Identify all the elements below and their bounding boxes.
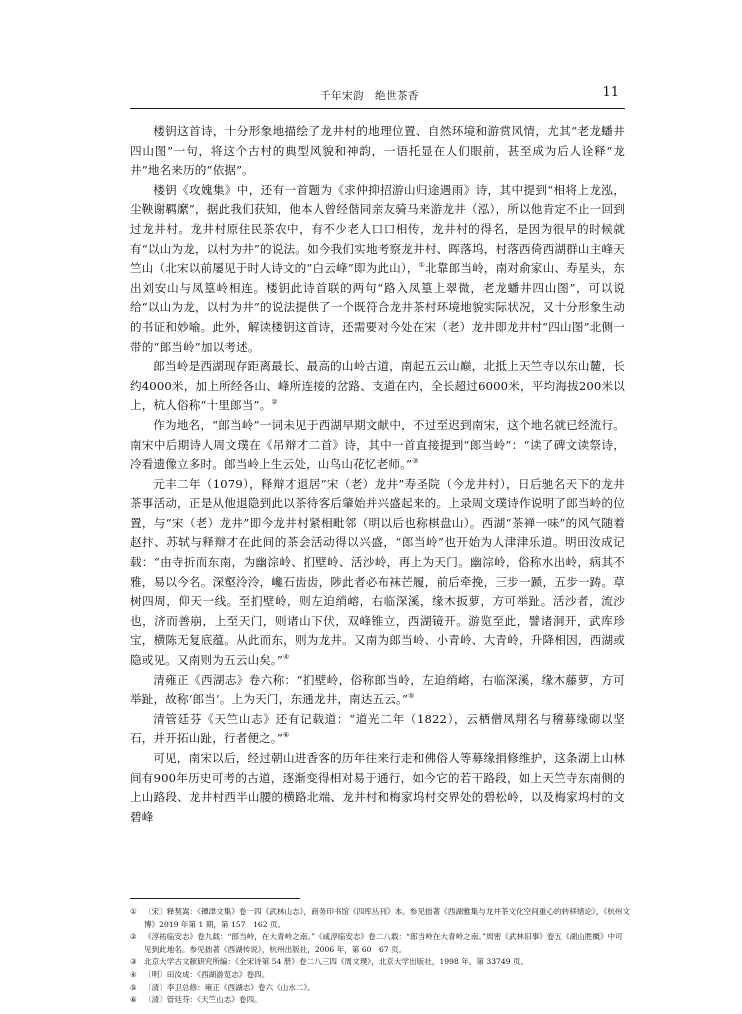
running-header — [130, 86, 625, 109]
paragraph: 清管廷芬《天竺山志》还有记载道：“道光二年（1822），云栖僧凤翔名与稽募缘砌以坚石，并开拓山趾，行者便之。”⑥ — [130, 711, 625, 746]
main-text — [130, 122, 625, 827]
footnote-ref[interactable]: ⑤ — [408, 692, 415, 701]
footnote-divider — [130, 898, 300, 899]
footnotes — [130, 906, 630, 1007]
footnote: ② 《淳祐临安志》卷九载：“郎当岭，在大青岭之南。”《咸淳临安志》卷二八载：“郎当岭在大青岭之南。”周密《武林旧事》卷五《湖山胜概》中可见到此地名。参见拙著《西湖传说》，杭州出版社，2006 年，第 60 67 页。 — [130, 932, 623, 954]
footnote-ref[interactable]: ③ — [412, 457, 419, 466]
paragraph: 楼钥这首诗，十分形象地描绘了龙井村的地理位置、自然环境和游赏风情，尤其“老龙蟠井四山图”一句，将这个古村的典型风貌和神韵，一语托显在人们眼前，甚至成为后人诠释“龙井”地名来历的“依据”。 — [130, 124, 625, 178]
footnote-ref[interactable]: ① — [418, 261, 426, 270]
footnote-ref[interactable]: ② — [271, 398, 278, 407]
paragraph: 清雍正《西湖志》卷六称：“扪壁岭，俗称郎当岭，左迫绡嵱，右临深溪，缘木藤萝，方可举趾，故称‘郎当’。上为天门，东通龙井，南达五云。”⑤ — [130, 672, 625, 707]
paragraph: 郎当岭是西湖现存距离最长、最高的山岭古道，南起五云山巅，北抵上天竺寺以东山麓，长约4000米，加上所经各山、峰所连接的岔路、支道在内，全长超过6000米，平均海拔200米以上，杭人俗称“十里郎当”。② — [130, 359, 625, 413]
footnote: ④ 〔明〕田汝成：《西湖游览志》卷四。 — [130, 969, 270, 979]
footnote-ref[interactable]: ⑥ — [282, 731, 290, 740]
running-header-title: 千年宋韵 绝世茶香 — [320, 90, 419, 102]
footnote: ① 〔宋〕释契嵩：《镡津文集》卷一四《武林山志》，商务印书馆《四库丛刊》本。参见拙著《西湖雅集与龙井茶文化空间重心的转移绪论》，《杭州文博》2019 年第 1 期，第 157 162 页。 — [130, 907, 630, 929]
footnote: ③ 北京大学古文献研究所编：《全宋诗第 54 册》卷二八三四《周文璞》，北京大学出版社，1998 年，第 33749 页。 — [130, 957, 529, 967]
footnote: ⑤ 〔清〕李卫总修：雍正《西湖志》卷六《山水二》。 — [130, 982, 315, 992]
page-number: 11 — [602, 85, 619, 100]
footnote: ⑥ 〔清〕管廷芬：《天竺山志》卷四。 — [130, 995, 262, 1005]
paragraph: 可见，南宋以后，经过朝山进香客的历年往来行走和佛俗人等募缘捐修维护，这条湖上山林间有900年历史可考的古道，逐渐变得相对易于通行，如今它的若干路段，如上天竺寺东南侧的上山路段、龙井村西半山腰的横路北端、龙井村和梅家坞村交界处的碧松岭，以及梅家坞村的文碧峰 — [130, 751, 625, 824]
paragraph: 作为地名，“郎当岭”一词未见于西湖早期文献中，不过至迟到南宋，这个地名就已经流行。南宋中后期诗人周文璞在《吊辩才二首》诗，其中一首直接提到“郎当岭”：“读了碑文读祭诗，冷看遗像立多时。郎当岭上生云处，山鸟山花忆老师。”③ — [130, 417, 625, 472]
paragraph: 元丰二年（1079），释辩才退居“宋（老）龙井”寿圣院（今龙井村），日后驰名天下的龙井茶事活动，正是从他退隐到此以茶待客后肇始并兴盛起来的。上录周文璞诗作说明了郎当岭的位置，与“宋（老）龙井”即今龙井村紧相毗邻（明以后也称棋盘山）。西湖“茶禅一味”的风气随着赵抃、苏轼与释辩才在此间的茶会活动得以兴盛，“郎当岭”也开始为人津津乐道。明田汝成记载：“由寺折而东南，为幽淙岭、扪壁岭、活沙岭，再上为天门。幽淙岭，俗称水出岭，病其不雅，易以今名。深壑泠泠，巉石齿齿，陟此者必布袜芒履，前后牵挽，三步一踬，五步一踌。草树四周，仰天一线。至扪壁岭，则左迫绡嵱，右临深溪，缘木扳萝，方可举趾。活沙者，流沙也，济而善崩，上至天门，则诸山下伏，双峰锥立，西湖镜开。游览至此，譬诸洞开，武库珍宝，横陈无复底蕴。从此而东，则为龙井。又南为郎当岭、小青岭、大青岭，升降相因，西湖或隐或见。又南则为五云山矣。”④ — [130, 476, 625, 668]
paragraph: 楼钥《攻媿集》中，还有一首题为《求仲抑招游山归途遇雨》诗，其中提到“相将上龙泓，尘鞅谢羁縻”，据此我们获知，他本人曾经偕同亲友骑马来游龙井（泓），所以他肯定不止一回到过龙井村。龙井村原住民茶农中，有不少老人口口相传，龙井村的得名，是因为很早的时候就有“以山为龙，以村为井”的说法。如今我们实地考察龙井村、晖落坞，村落西倚西湖群山主峰天竺山（北宋以前屡见于时人诗文的“白云峰”即为此山），①北靠郎当岭，南对俞家山、寿星头，东出刘安山与凤篁岭相连。楼钥此诗首联的两句“路入凤篁上翠微，老龙蟠井四山图”，可以说给“以山为龙，以村为井”的说法提供了一个既符合龙井茶村环境地貌实际状况，又十分形象生动的书证和妙喻。此外，解读楼钥这首诗，还需要对今处在宋（老）龙井即龙井村“四山图”北侧一带的“郎当岭”加以考述。 — [130, 182, 625, 354]
footnote-ref[interactable]: ④ — [282, 653, 290, 662]
